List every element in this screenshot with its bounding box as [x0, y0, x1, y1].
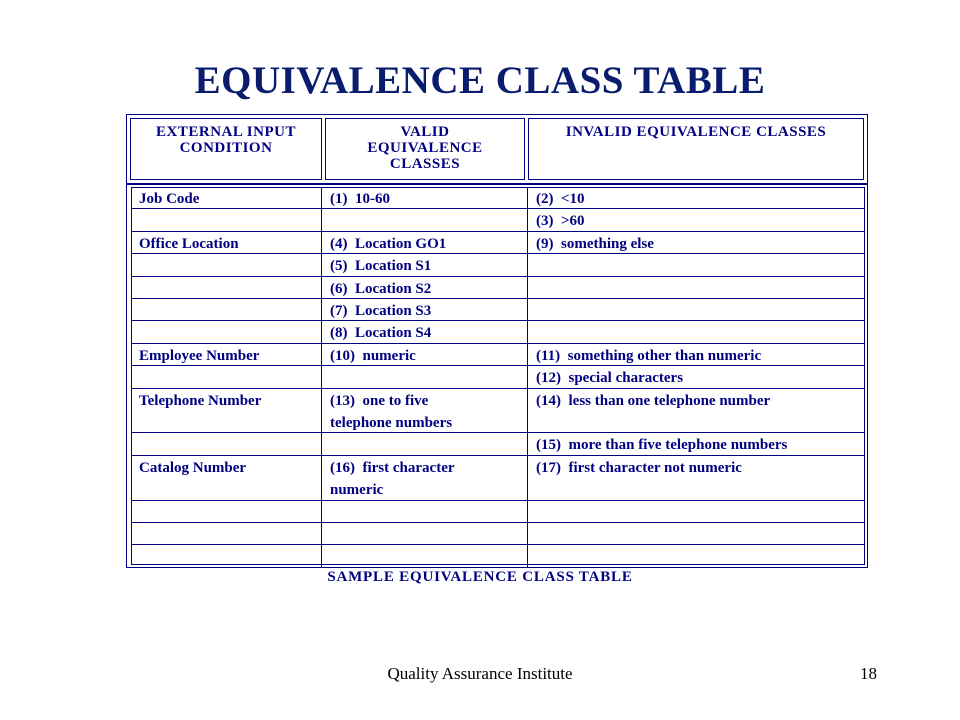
valid-class-cell: (13) one to five telephone numbers [322, 389, 528, 433]
condition-cell [131, 209, 322, 230]
invalid-class-cell: (17) first character not numeric [536, 459, 742, 476]
condition-cell [131, 545, 322, 567]
invalid-class-cell [528, 501, 865, 522]
table-row [131, 545, 865, 567]
invalid-class-cell [528, 299, 865, 320]
table-row [131, 456, 865, 501]
condition-cell: Employee Number [131, 344, 322, 365]
valid-class-cell [322, 366, 528, 387]
valid-class-cell: (16) first character numeric [322, 456, 528, 500]
invalid-class-cell: (12) special characters [536, 370, 684, 387]
invalid-class-cell: (11) something other than numeric [536, 347, 762, 364]
table-row [131, 501, 865, 523]
valid-class-cell: (8) Location S4 [322, 321, 528, 342]
condition-cell [131, 433, 322, 454]
valid-class-cell [322, 545, 528, 567]
condition-cell [131, 523, 322, 544]
condition-cell [131, 366, 322, 387]
invalid-class-cell [528, 545, 865, 567]
valid-class-cell: (5) Location S1 [322, 254, 528, 275]
table-row [131, 187, 865, 209]
table-row [131, 433, 865, 455]
footer-text: Quality Assurance Institute [387, 664, 573, 683]
table-row [131, 277, 865, 299]
table-row [131, 209, 865, 231]
valid-class-cell: (7) Location S3 [322, 299, 528, 320]
slide-title: EQUIVALENCE CLASS TABLE [194, 59, 766, 102]
table-row [131, 389, 865, 434]
table-header [126, 114, 868, 184]
invalid-class-cell [528, 254, 865, 275]
valid-class-cell: (4) Location GO1 [322, 232, 528, 253]
condition-cell [131, 321, 322, 342]
table-row [131, 344, 865, 366]
header-valid-equivalence-classes: VALID EQUIVALENCE CLASSES [325, 118, 525, 180]
table-row [131, 232, 865, 254]
header-invalid-equivalence-classes: INVALID EQUIVALENCE CLASSES [528, 118, 864, 180]
valid-class-cell [322, 523, 528, 544]
table-row [131, 299, 865, 321]
condition-cell: Catalog Number [131, 456, 322, 500]
condition-cell: Office Location [131, 232, 322, 253]
table-caption: SAMPLE EQUIVALENCE CLASS TABLE [327, 569, 633, 585]
invalid-class-cell: (2) <10 [536, 191, 585, 207]
invalid-class-cell: (15) more than five telephone numbers [536, 437, 788, 454]
table-grid [131, 187, 865, 568]
condition-cell [131, 299, 322, 320]
valid-class-cell [322, 209, 528, 230]
invalid-class-cell: (3) >60 [536, 213, 585, 230]
valid-class-cell: (10) numeric [322, 344, 528, 365]
invalid-class-cell [528, 277, 865, 298]
page-number: 18 [860, 664, 877, 683]
condition-cell: Telephone Number [131, 389, 322, 433]
invalid-class-cell [528, 523, 865, 544]
invalid-class-cell [528, 321, 865, 342]
table-row [131, 366, 865, 388]
table-body [126, 184, 868, 568]
invalid-class-cell: (14) less than one telephone number [536, 392, 771, 409]
header-external-input-condition: EXTERNAL INPUT CONDITION [130, 118, 322, 180]
condition-cell [131, 254, 322, 275]
valid-class-cell [322, 501, 528, 522]
condition-cell [131, 501, 322, 522]
table-row [131, 254, 865, 276]
invalid-class-cell: (9) something else [536, 235, 654, 252]
table-row [131, 321, 865, 343]
condition-cell: Job Code [131, 187, 322, 208]
valid-class-cell: (6) Location S2 [322, 277, 528, 298]
valid-class-cell: (1) 10-60 [322, 187, 528, 208]
valid-class-cell [322, 433, 528, 454]
condition-cell [131, 277, 322, 298]
table-row [131, 523, 865, 545]
